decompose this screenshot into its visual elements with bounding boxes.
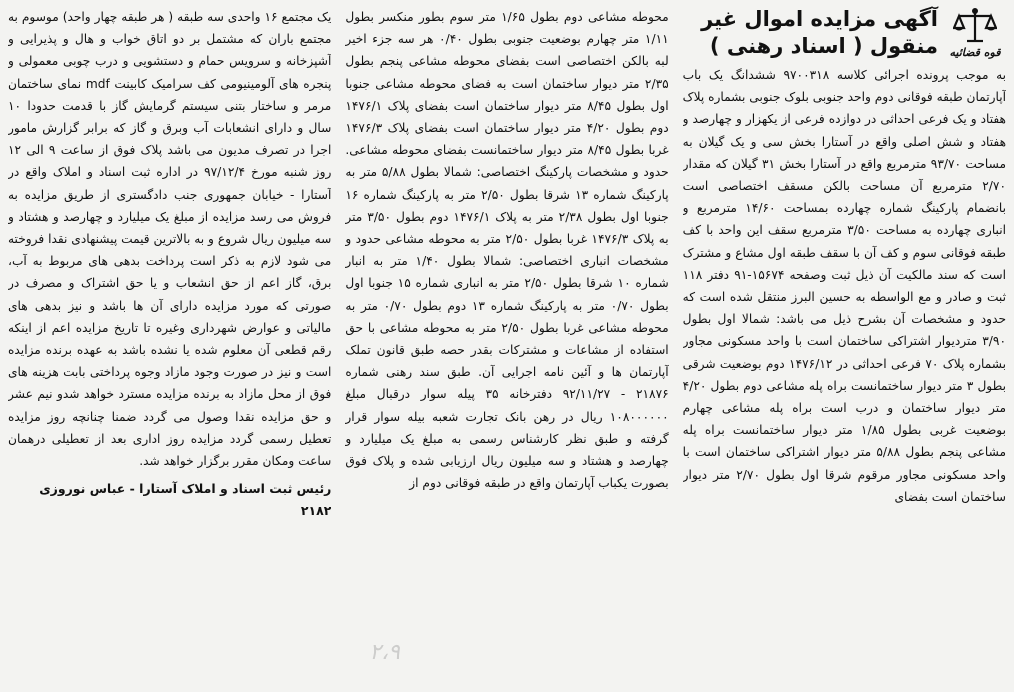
handwritten-mark: ۲،۹ [369, 640, 400, 665]
notice-body-part-1: به موجب پرونده اجرائی کلاسه ۹۷۰۰۳۱۸ ششدانگ یک باب آپارتمان طبقه فوقانی دوم واحد جنوبی بلوک جنوبی بشماره پلاک هفتاد و یک فرعی احداثی در دوازده فرعی از یکهزار و چهارصد و هفتاد و شش اصلی واقع در آستارا بخش سی و یک گیلان به مساحت ۹۳/۷۰ مترمربع واقع در آستارا بخش ۳۱ گیلان که مقدار ۲/۷۰ مترمربع آن مساحت بالکن مسقف اختصاصی است بانضمام پارکینگ شماره چهارده بمساحت ۱۴/۶۰ مترمربع و انباری چهارده به مساحت ۳/۵۰ مترمربع سقف این واحد با کف طبقه فوقانی سوم و کف آن با سقف طبقه اول مشاع و مشترک است که سند مالکیت آن ذیل ثبت وصفحه ۱۵۶۷۴-۹۱ دفتر ۱۱۸ ثبت و صادر و مع الواسطه به حسین البرز منتقل شده است که حدود و مشخصات آن بشرح ذیل می باشد: شمالا اول بطول ۳/۹۰ متردیوار اشتراکی ساختمان است با واحد مسکونی مجاور بشماره پلاک ۷۰ فرعی احداثی در ۱۴۷۶/۱۲ دوم بوضعیت شرقی بطول ۳ متر دیوار ساختمانست براه پله مشاعی دوم بطول ۴/۲۰ متر دیوار ساختمان و درب است براه پله مشاعی چهارم بوضعیت غربی بطول ۱/۸۵ متر دیوار ساختمانست براه پله مشاعی پنجم بطول ۵/۸۸ متر دیوار اشتراکی ساختمان است با واحد مسکونی مجاور مرقوم شرقا اول بطول ۲/۷۰ متر دیوار ساختمان است بفضای [682, 68, 1006, 504]
column-middle [345, 6, 668, 678]
notice-body-part-2: محوطه مشاعی دوم بطول ۱/۶۵ متر سوم بطور منکسر بطول ۱/۱۱ متر چهارم بوضعیت جنوبی بطول ۰/۴۰ هر سه جزء اخیر لبه بالکن اختصاصی است بفضای محوطه مشاعی پنجم بطول ۲/۳۵ متر دیوار ساختمان است به فضای محوطه مشاعی جنوبا اول بطول ۸/۴۵ متر دیوار ساختمان است بفضای پلاک ۱۴۷۶/۱ دوم بطول ۴/۲۰ متر دیوار ساختمان است بفضای پلاک ۱۴۷۶/۳ غربا بطول ۸/۴۵ متر دیوار ساختمانست بفضای محوطه مشاعی. حدود و مشخصات پارکینگ اختصاصی: شمالا بطول ۵/۸۸ متر به پارکینگ شماره ۱۳ شرقا بطول ۲/۵۰ متر به پارکینگ شماره ۱۶ جنوبا اول بطول ۲/۳۸ متر به پلاک ۱۴۷۶/۱ دوم بطول ۳/۵۰ متر به پلاک ۱۴۷۶/۳ غربا بطول ۲/۵۰ متر به محوطه مشاعی حدود و مشخصات انباری اختصاصی: شمالا بطول ۱/۴۰ متر به انبار شماره ۱۰ شرقا بطول ۲/۵۰ متر به انباری شماره ۱۵ جنوبا اول بطول ۰/۷۰ متر به پارکینگ شماره ۱۳ دوم بطول ۰/۷۰ متر به محوطه مشاعی غربا بطول ۲/۵۰ متر به محوطه مشاعی با حق استفاده از مشاعات و مشترکات بقدر حصه طبق قانون تملک آپارتمان ها و آئین نامه اجرایی آن. طبق سند رهنی شماره ۲۱۸۷۶ - ۹۲/۱۱/۲۷ دفترخانه ۳۵ پیله سوار درقبال مبلغ ۱۰۸۰۰۰۰۰۰ ریال در رهن بانک تجارت شعبه بیله سوار قرار گرفته و طبق نظر کارشناس رسمی به مبلغ یک میلیارد و چهارصد و هشتاد و سه میلیون ریال ارزیابی شده و پلاک فوق بصورت یکباب آپارتمان واقع در طبقه فوقانی دوم از [345, 10, 669, 491]
scales-of-justice-icon [953, 6, 997, 46]
notice-title: آگهی مزایده اموال غیر منقول ( اسناد رهنی ) [701, 7, 938, 58]
notice-body-part-3: یک مجتمع ۱۶ واحدی سه طبقه ( هر طبقه چهار واحد) موسوم به مجتمع باران که مشتمل بر دو اتاق خواب و هال و پذیرایی و آشپزخانه و سرویس حمام و دستشویی و درب چوبی معمولی و پنجره های آلومینیومی کف سرامیک کابینت mdf نمای ساختمان مرمر و ساختار بتنی سیستم گرمایش گاز با قدمت حدودا ۱۰ سال و دارای انشعابات آب وبرق و گاز که برابر گزارش مامور اجرا در تصرف مدیون می باشد پلاک فوق از ساعت ۹ الی ۱۲ روز شنبه مورخ ۹۷/۱۲/۴ در اداره ثبت اسناد و املاک واقع در آستارا - خیابان جمهوری جنب دادگستری از طریق مزایده به فروش می رسد مزایده از مبلغ یک میلیارد و چهارصد و هشتاد و سه میلیون ریال شروع و به بالاترین قیمت پیشنهادی نقدا فروخته می شود لازم به ذکر است پرداخت بدهی های مربوط به آب، برق، گاز اعم از حق انشعاب و یا حق اشتراک و مصرف در صورتی که مورد مزایده دارای آن ها باشد و نیز بدهی های مالیاتی و عوارض شهرداری وغیره تا تاریخ مزایده اعم از اینکه رقم قطعی آن معلوم شده یا نشده باشد به عهده برنده مزایده است و نیز در صورت وجود مازاد وجوه پرداختی بابت هزینه های فوق از محل مازاد به برنده مزایده مسترد خواهد شدو نیم عشر و حق مزایده نقدا وصول می گردد ضمنا چنانچه روز مزایده تعطیل رسمی گردد مزایده روز اداری بعد از تعطیلی درهمان ساعت ومکان مقرر برگزار خواهد شد. [8, 10, 332, 469]
emblem-caption: قوه قضائیه [949, 46, 1001, 59]
notice-header [683, 6, 1006, 60]
signature-line: رئیس ثبت اسناد و املاک آستارا - عباس نوروزی ۲۱۸۲ [39, 481, 332, 519]
column-left [8, 6, 331, 678]
judiciary-emblem [944, 6, 1006, 60]
column-right [683, 6, 1006, 678]
